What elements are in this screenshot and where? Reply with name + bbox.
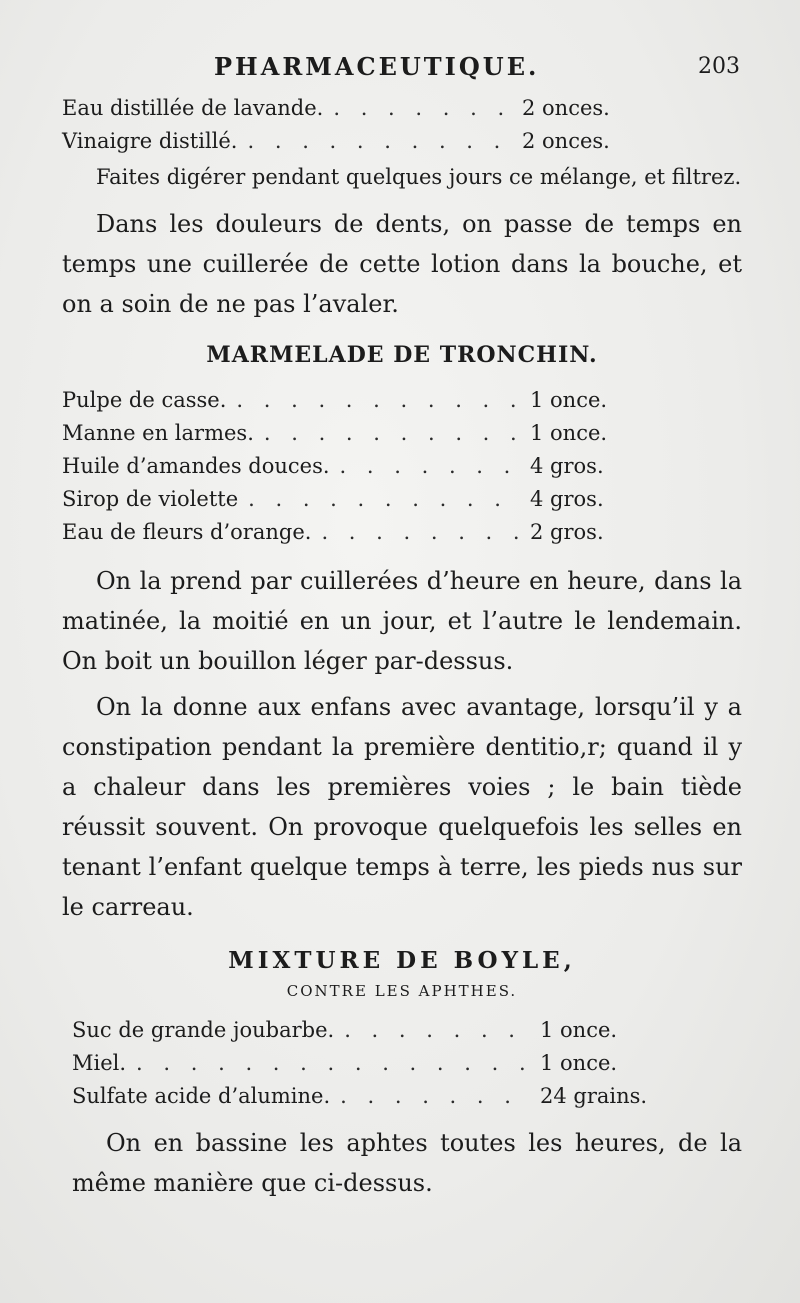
- usage-paragraph: On la prend par cuillerées d’heure en heure, dans la matinée, la moitié en un jour, et l’autre le lendemain. On boit un bouillon léger par-dessus.: [62, 567, 742, 675]
- leader-dots: [340, 1080, 530, 1113]
- leader-dots: [333, 92, 512, 125]
- usage-paragraph: On la donne aux enfans avec avantage, lorsqu’il y a constipation pendant la première dentitio,r; quand il y a chaleur dans les premières voies ; le bain tiède réussit souvent. On provoque quelquefois les selles en tenant l’enfant quelque temps à terre, les pieds nus sur le carreau.: [62, 693, 742, 921]
- ingredient-name: Suc de grande joubarbe.: [72, 1018, 335, 1042]
- ingredient-row: [72, 1047, 652, 1080]
- leader-dots: [344, 1014, 530, 1047]
- recipe-title: MARMELADE DE TRONCHIN.: [206, 342, 598, 368]
- ingredient-name: Miel.: [72, 1051, 127, 1075]
- page-content: [62, 92, 742, 1203]
- preparation-note: Faites digérer pendant quelques jours ce mélange, et filtrez.: [96, 165, 742, 189]
- ingredient-quantity: 1 once.: [540, 1018, 618, 1042]
- leader-dots: [136, 1047, 530, 1080]
- ingredient-quantity: 2 onces.: [522, 129, 610, 153]
- ingredient-row: [62, 417, 622, 450]
- ingredient-name: Sulfate acide d’alumine.: [72, 1084, 331, 1108]
- ingredient-quantity: 1 once.: [530, 388, 608, 412]
- ingredient-quantity: 4 gros.: [530, 454, 604, 478]
- leader-dots: [248, 125, 513, 158]
- ingredient-name: Eau de fleurs d’orange.: [62, 520, 312, 544]
- ingredient-quantity: 2 onces.: [522, 96, 610, 120]
- leader-dots: [264, 417, 520, 450]
- ingredient-name: Vinaigre distillé.: [62, 129, 238, 153]
- ingredient-row: [62, 483, 622, 516]
- running-head: PHARMACEUTIQUE.: [214, 52, 540, 81]
- leader-dots: [340, 450, 520, 483]
- leader-dots: [248, 483, 520, 516]
- ingredient-name: Huile d’amandes douces.: [62, 454, 330, 478]
- ingredient-quantity: 2 gros.: [530, 520, 604, 544]
- ingredient-name: Manne en larmes.: [62, 421, 254, 445]
- ingredient-name: Eau distillée de lavande.: [62, 96, 324, 120]
- ingredient-row: [62, 450, 622, 483]
- leader-dots: [236, 384, 520, 417]
- ingredient-quantity: 24 grains.: [540, 1084, 648, 1108]
- ingredient-quantity: 4 gros.: [530, 487, 604, 511]
- page-number: 203: [698, 54, 740, 79]
- ingredient-row: [62, 384, 622, 417]
- page-header: [64, 50, 740, 90]
- ingredient-row: [62, 125, 622, 158]
- ingredient-quantity: 1 once.: [530, 421, 608, 445]
- usage-paragraph: Dans les douleurs de dents, on passe de temps en temps une cuillerée de cette lotion dans la bouche, et on a soin de ne pas l’avaler.: [62, 210, 742, 318]
- ingredient-quantity: 1 once.: [540, 1051, 618, 1075]
- ingredient-name: Sirop de violette: [62, 487, 239, 511]
- ingredient-row: [72, 1080, 652, 1113]
- recipe-subtitle: CONTRE LES APHTHES.: [286, 982, 518, 1000]
- ingredient-list: [72, 1014, 652, 1113]
- ingredient-row: [62, 516, 622, 549]
- ingredient-row: [72, 1014, 652, 1047]
- ingredient-name: Pulpe de casse.: [62, 388, 227, 412]
- ingredient-row: [62, 92, 622, 125]
- ingredient-list: [62, 384, 622, 549]
- recipe-title: MIXTURE DE BOYLE,: [228, 947, 576, 974]
- leader-dots: [321, 516, 520, 549]
- usage-paragraph: On en bassine les aphtes toutes les heures, de la même manière que ci-dessus.: [72, 1129, 742, 1197]
